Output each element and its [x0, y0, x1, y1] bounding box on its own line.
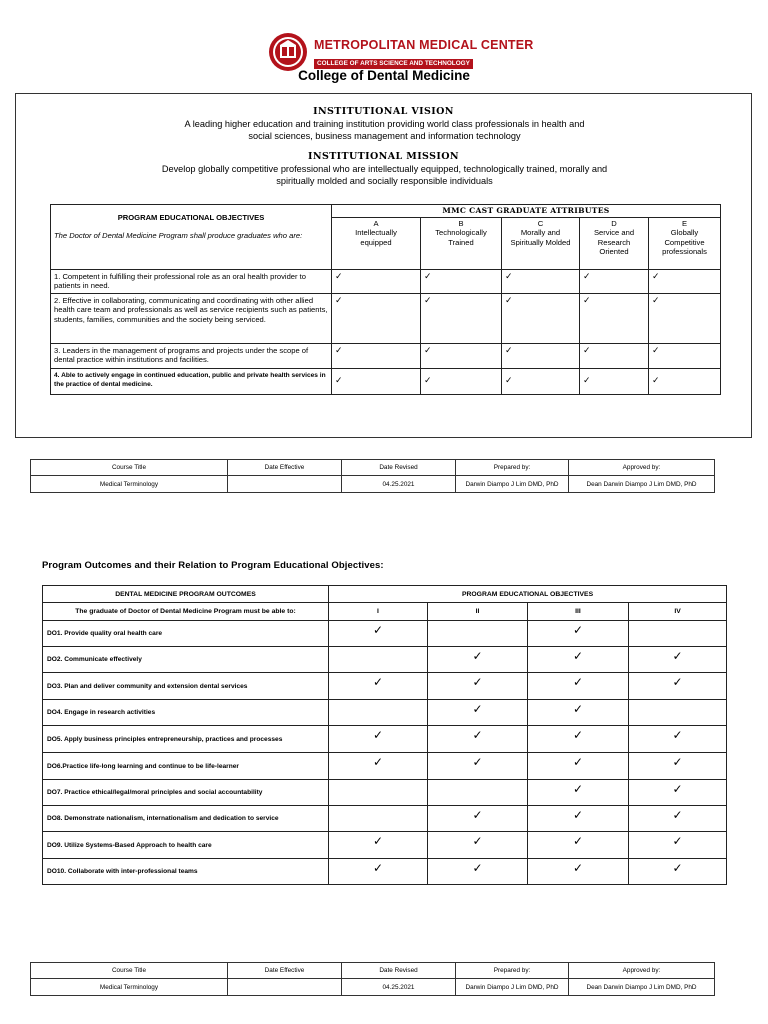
attribute-e: E Globally Competitive professionals — [649, 217, 721, 269]
check-icon: ✓ — [528, 647, 629, 673]
check-icon: ✓ — [528, 700, 629, 726]
check-icon: ✓ — [421, 293, 502, 343]
outcome-label: DO10. Collaborate with inter-professional teams — [43, 859, 329, 885]
empty-cell — [329, 780, 428, 806]
check-icon: ✓ — [502, 343, 580, 368]
outcomes-header: DENTAL MEDICINE PROGRAM OUTCOMES — [43, 586, 329, 603]
check-icon: ✓ — [649, 343, 721, 368]
empty-cell — [428, 621, 528, 647]
outcomes-table-body — [43, 621, 727, 885]
outcome-label: DO6.Practice life-long learning and continue to be life-learner — [43, 753, 329, 780]
empty-cell — [629, 621, 727, 647]
check-icon: ✓ — [629, 726, 727, 753]
outcome-label: DO2. Communicate effectively — [43, 647, 329, 673]
outcome-row — [43, 647, 727, 673]
peo-header: PROGRAM EDUCATIONAL OBJECTIVES — [117, 213, 265, 222]
outcome-label: DO4. Engage in research activities — [43, 700, 329, 726]
peo-column-iii: III — [528, 603, 629, 621]
check-icon: ✓ — [332, 269, 421, 293]
check-icon: ✓ — [421, 368, 502, 394]
outcome-label: DO5. Apply business principles entrepreneurship, practices and processes — [43, 726, 329, 753]
vision-text-line1: A leading higher education and training institution providing world class professionals in health and — [184, 119, 585, 129]
attribute-d: D Service and Research Oriented — [580, 217, 649, 269]
signoff-approved-by: Dean Darwin Diampo J Lim DMD, PhD — [569, 476, 715, 493]
peo-column-iv: IV — [629, 603, 727, 621]
check-icon: ✓ — [428, 753, 528, 780]
signoff-header: Approved by: — [569, 460, 715, 476]
check-icon: ✓ — [528, 806, 629, 832]
check-icon: ✓ — [649, 368, 721, 394]
outcome-row — [43, 859, 727, 885]
outcome-row — [43, 780, 727, 806]
signoff-header: Date Effective — [228, 460, 342, 476]
check-icon: ✓ — [629, 673, 727, 700]
peo-row-text: 4. Able to actively engage in continued education, public and private health services in the practice of dental medicine. — [51, 368, 332, 394]
vision-mission-box — [15, 93, 752, 438]
signoff-prepared-by: Darwin Diampo J Lim DMD, PhD — [456, 979, 569, 996]
peo-row-text: 2. Effective in collaborating, communicating and coordinating with other allied health care team and professionals as well as service recipients such as patients, students, families, communities and the society being serviced. — [51, 293, 332, 343]
check-icon: ✓ — [421, 269, 502, 293]
check-icon: ✓ — [428, 700, 528, 726]
empty-cell — [329, 647, 428, 673]
outcome-label: DO8. Demonstrate nationalism, internationalism and dedication to service — [43, 806, 329, 832]
check-icon: ✓ — [629, 753, 727, 780]
check-icon: ✓ — [329, 673, 428, 700]
check-icon: ✓ — [528, 780, 629, 806]
outcome-row — [43, 832, 727, 859]
check-icon: ✓ — [649, 269, 721, 293]
check-icon: ✓ — [629, 859, 727, 885]
peo-row — [51, 269, 721, 293]
peo-row-text: 1. Competent in fulfilling their professional role as an oral health provider to patients in need. — [51, 269, 332, 293]
check-icon: ✓ — [649, 293, 721, 343]
check-icon: ✓ — [580, 293, 649, 343]
signoff-header: Prepared by: — [456, 460, 569, 476]
peo-attributes-table — [50, 204, 721, 395]
outcome-label: DO9. Utilize Systems-Based Approach to health care — [43, 832, 329, 859]
outcomes-section-title: Program Outcomes and their Relation to Program Educational Objectives: — [42, 560, 384, 571]
institution-seal-icon — [268, 32, 308, 72]
signoff-header: Course Title — [31, 963, 228, 979]
check-icon: ✓ — [629, 647, 727, 673]
signoff-header: Approved by: — [569, 963, 715, 979]
signoff-approved-by: Dean Darwin Diampo J Lim DMD, PhD — [569, 979, 715, 996]
institution-brand — [314, 38, 534, 70]
signoff-course-title: Medical Terminology — [31, 979, 228, 996]
signoff-date-revised: 04.25.2021 — [342, 476, 456, 493]
check-icon: ✓ — [329, 621, 428, 647]
program-outcomes-table — [42, 585, 727, 885]
outcome-row — [43, 806, 727, 832]
attribute-a: A Intellectually equipped — [332, 217, 421, 269]
outcome-row — [43, 753, 727, 780]
outcome-row — [43, 726, 727, 753]
attribute-b: B Technologically Trained — [421, 217, 502, 269]
mission-text-line1: Develop globally competitive professional who are intellectually equipped, technologically trained, morally and — [161, 164, 608, 174]
mission-text-line2: spiritually molded and socially responsible individuals — [276, 176, 493, 186]
peo-row — [51, 343, 721, 368]
signoff-date-revised: 04.25.2021 — [342, 979, 456, 996]
check-icon: ✓ — [580, 343, 649, 368]
signoff-header: Date Revised — [342, 963, 456, 979]
attributes-header: MMC CAST GRADUATE ATTRIBUTES — [332, 205, 721, 218]
peo-column-i: I — [329, 603, 428, 621]
check-icon: ✓ — [329, 859, 428, 885]
institution-subtitle: COLLEGE OF ARTS SCIENCE AND TECHNOLOGY — [314, 59, 473, 69]
check-icon: ✓ — [329, 726, 428, 753]
check-icon: ✓ — [629, 780, 727, 806]
check-icon: ✓ — [502, 269, 580, 293]
check-icon: ✓ — [332, 343, 421, 368]
check-icon: ✓ — [629, 832, 727, 859]
attribute-c: C Morally and Spiritually Molded — [502, 217, 580, 269]
outcome-label: DO3. Plan and deliver community and extension dental services — [43, 673, 329, 700]
check-icon: ✓ — [502, 293, 580, 343]
outcome-row — [43, 673, 727, 700]
check-icon: ✓ — [332, 293, 421, 343]
signoff-prepared-by: Darwin Diampo J Lim DMD, PhD — [456, 476, 569, 493]
mission-title: INSTITUTIONAL MISSION — [308, 151, 459, 162]
check-icon: ✓ — [428, 673, 528, 700]
outcome-row — [43, 621, 727, 647]
outcomes-subheader: The graduate of Doctor of Dental Medicine Program must be able to: — [43, 603, 329, 621]
vision-text-line2: social sciences, business management and information technology — [248, 131, 521, 141]
institution-name: METROPOLITAN MEDICAL CENTER — [314, 38, 534, 52]
signoff-table-bottom — [30, 962, 715, 996]
check-icon: ✓ — [329, 753, 428, 780]
signoff-header: Prepared by: — [456, 963, 569, 979]
empty-cell — [428, 780, 528, 806]
peo-row — [51, 293, 721, 343]
check-icon: ✓ — [428, 726, 528, 753]
outcome-label: DO1. Provide quality oral health care — [43, 621, 329, 647]
signoff-course-title: Medical Terminology — [31, 476, 228, 493]
check-icon: ✓ — [428, 647, 528, 673]
check-icon: ✓ — [528, 621, 629, 647]
signoff-header: Date Revised — [342, 460, 456, 476]
check-icon: ✓ — [629, 806, 727, 832]
empty-cell — [329, 806, 428, 832]
outcome-label: DO7. Practice ethical/legal/moral principles and social accountability — [43, 780, 329, 806]
outcome-row — [43, 700, 727, 726]
check-icon: ✓ — [580, 269, 649, 293]
institution-logo-row — [268, 32, 534, 72]
check-icon: ✓ — [528, 726, 629, 753]
document-header — [0, 28, 768, 92]
check-icon: ✓ — [528, 832, 629, 859]
check-icon: ✓ — [528, 753, 629, 780]
check-icon: ✓ — [332, 368, 421, 394]
signoff-header: Date Effective — [228, 963, 342, 979]
signoff-header: Course Title — [31, 460, 228, 476]
check-icon: ✓ — [528, 859, 629, 885]
check-icon: ✓ — [580, 368, 649, 394]
peo-header-cell — [51, 205, 332, 270]
empty-cell — [329, 700, 428, 726]
signoff-date-effective — [228, 979, 342, 996]
peo-column-ii: II — [428, 603, 528, 621]
peo-subheader: The Doctor of Dental Medicine Program shall produce graduates who are: — [54, 230, 303, 240]
college-title: College of Dental Medicine — [298, 68, 470, 83]
peo-row-text: 3. Leaders in the management of programs and projects under the scope of dental practice within institutions and facilities. — [51, 343, 332, 368]
check-icon: ✓ — [428, 832, 528, 859]
vision-title: INSTITUTIONAL VISION — [313, 106, 454, 117]
peo-row — [51, 368, 721, 394]
empty-cell — [629, 700, 727, 726]
peo-columns-header: PROGRAM EDUCATIONAL OBJECTIVES — [329, 586, 727, 603]
signoff-table-top — [30, 459, 715, 493]
check-icon: ✓ — [428, 806, 528, 832]
check-icon: ✓ — [329, 832, 428, 859]
check-icon: ✓ — [428, 859, 528, 885]
check-icon: ✓ — [528, 673, 629, 700]
check-icon: ✓ — [502, 368, 580, 394]
signoff-date-effective — [228, 476, 342, 493]
check-icon: ✓ — [421, 343, 502, 368]
